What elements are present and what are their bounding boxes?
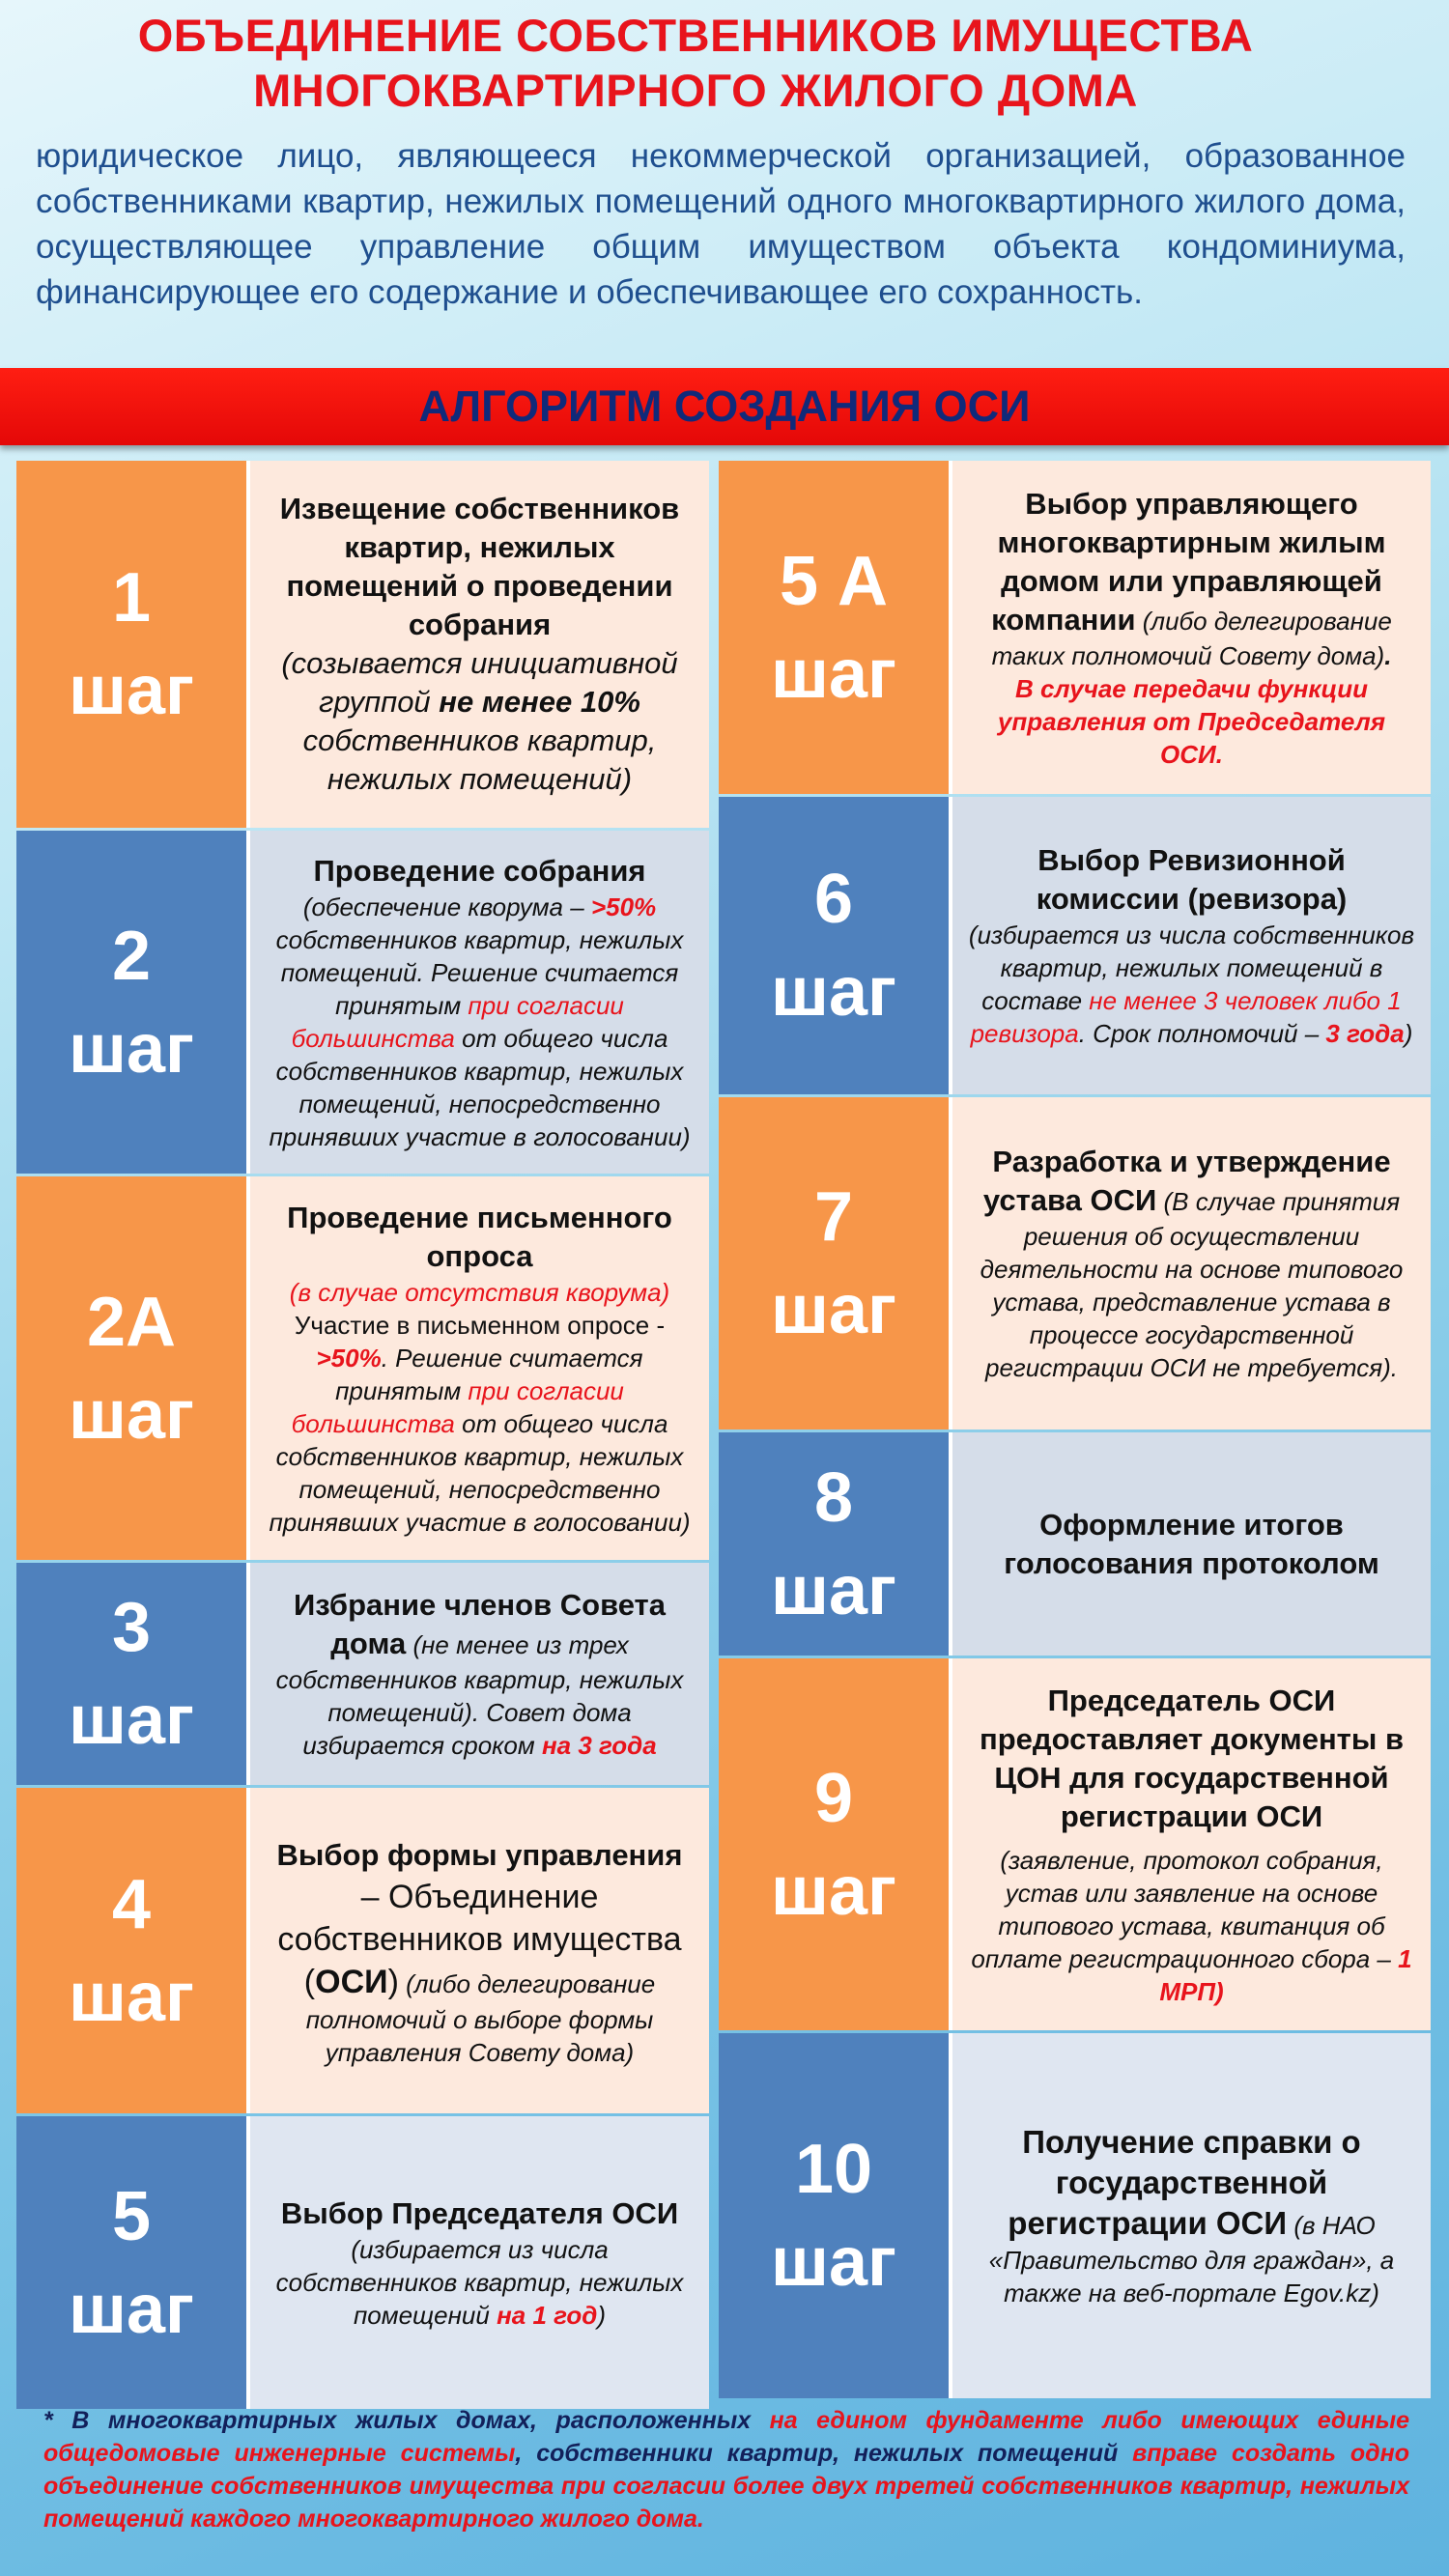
step-2a-title: Проведение письменного опроса <box>287 1200 672 1273</box>
step-word: шаг <box>68 1958 195 2036</box>
step-word: шаг <box>770 635 897 713</box>
step-10-number <box>719 2033 952 2398</box>
step-10-text <box>966 2122 1417 2309</box>
step-2a-content <box>250 1176 709 1560</box>
text-part: 3 года <box>1325 1019 1405 1048</box>
step-10 <box>719 2033 1431 2398</box>
text-part: собственников квартир, нежилых помещений. Решение считается принятым <box>275 924 684 1020</box>
step-4-text <box>264 1833 696 2069</box>
text-part: >50% <box>316 1343 382 1373</box>
step-7-content <box>952 1097 1431 1430</box>
text-part: (не менее из трех собственников квартир, нежилых помещений). Совет дома избирается сроком <box>275 1630 684 1760</box>
step-2-text <box>264 891 696 1153</box>
text-part: ) <box>1404 1019 1413 1048</box>
step-number: 3 <box>111 1589 152 1666</box>
title-line-2: МНОГОКВАРТИРНОГО ЖИЛОГО ДОМА <box>253 65 1138 116</box>
step-5a-text <box>966 485 1417 672</box>
step-4 <box>16 1788 709 2113</box>
step-3 <box>16 1563 709 1785</box>
text-part: при согласии большинства <box>291 1375 624 1438</box>
step-number: 8 <box>813 1458 854 1537</box>
step-word: шаг <box>68 652 195 729</box>
step-number: 2 <box>111 917 152 995</box>
step-9-content <box>952 1658 1431 2030</box>
step-5a-title: Выбор управляющего многоквартирным жилым домом или управляющей компании <box>991 486 1386 637</box>
algorithm-banner: АЛГОРИТМ СОЗДАНИЯ ОСИ <box>0 368 1449 445</box>
text-part: . Решение считается принятым <box>335 1343 643 1405</box>
text-part: * В многоквартирных жилых домах, расположенных <box>43 2407 770 2434</box>
step-9-text <box>966 1844 1417 2008</box>
step-5a-note: В случае передачи функции управления от Председателя ОСИ. <box>997 673 1386 769</box>
text-part: собственников квартир, нежилых помещений) <box>302 723 657 796</box>
text-part: (избирается из числа собственников квартир, нежилых помещений в составе <box>968 920 1415 1015</box>
text-part: не менее 3 человек либо 1 ревизора <box>970 986 1402 1048</box>
footnote <box>43 2404 1409 2535</box>
step-5a-content <box>952 461 1431 794</box>
step-8-number <box>719 1432 952 1656</box>
step-number: 10 <box>794 2131 873 2208</box>
text-part: >50% <box>590 892 657 921</box>
text-part: 1 МРП) <box>1159 1943 1412 2006</box>
text-part: , собственники квартир, нежилых помещений <box>515 2440 1133 2467</box>
step-6-title: Выбор Ревизионной комиссии (ревизора) <box>1036 843 1348 916</box>
text-part: . <box>1384 640 1392 670</box>
step-9-number <box>719 1658 952 2030</box>
step-number: 4 <box>111 1865 152 1943</box>
step-1-number <box>16 461 250 828</box>
step-2a-text <box>264 1309 696 1539</box>
step-5 <box>16 2116 709 2409</box>
step-number: 1 <box>111 559 152 637</box>
text-part: при согласии большинства <box>291 990 624 1053</box>
step-word: шаг <box>68 2270 195 2348</box>
step-5-text <box>264 2194 696 2332</box>
step-word: шаг <box>770 1271 897 1348</box>
text-part: – Объединение собственников имущества ( <box>277 1878 682 2000</box>
step-5-title: Выбор Председателя ОСИ <box>280 2195 679 2230</box>
step-5a-number <box>719 461 952 794</box>
step-7-text <box>966 1143 1417 1384</box>
step-1-content <box>250 461 709 828</box>
step-5a <box>719 461 1431 794</box>
step-7 <box>719 1097 1431 1430</box>
step-8-content <box>952 1432 1431 1656</box>
step-10-content <box>952 2033 1431 2398</box>
step-7-title: Разработка и утверждение устава ОСИ <box>982 1145 1391 1217</box>
step-2-title: Проведение собрания <box>313 853 646 888</box>
text-part: ОСИ <box>315 1963 388 2000</box>
step-1-text <box>264 644 696 799</box>
text-part: на 1 год <box>497 2300 598 2330</box>
step-5-content <box>250 2116 709 2409</box>
step-2-content <box>250 831 709 1174</box>
text-part: вправе создать одно объединение собственников имущества при согласии более двух третей собственников квартир, нежилых помещений каждого многоквартирного жилого дома. <box>43 2440 1409 2533</box>
step-number: 9 <box>813 1759 854 1837</box>
step-2-number <box>16 831 250 1174</box>
step-2a <box>16 1176 709 1560</box>
step-4-title: Выбор формы управления <box>276 1837 683 1872</box>
step-3-text <box>264 1586 696 1762</box>
step-8 <box>719 1432 1431 1656</box>
step-number: 2А <box>86 1283 177 1361</box>
step-3-content <box>250 1563 709 1785</box>
step-4-number <box>16 1788 250 2113</box>
step-6-number <box>719 797 952 1094</box>
step-number: 6 <box>813 861 854 938</box>
step-3-title: Избрание членов Совета дома <box>294 1588 666 1660</box>
step-10-title: Получение справки о государственной регистрации ОСИ <box>1008 2124 1361 2241</box>
step-7-number <box>719 1097 952 1430</box>
step-5-number <box>16 2116 250 2409</box>
intro-text: юридическое лицо, являющееся некоммерческой организацией, образованное собственниками квартир, нежилых помещений одного многоквартирного жилого дома, осуществляющее управление общим имуществом объекта кондоминиума, финансирующее его содержание и обеспечивающее его сохранность. <box>36 137 1406 311</box>
step-word: шаг <box>68 1682 195 1759</box>
step-word: шаг <box>770 2223 897 2301</box>
text-part: (созывается инициативной группой <box>281 646 678 719</box>
text-part: на едином фундаменте либо имеющих единые общедомовые инженерные системы <box>43 2407 1410 2467</box>
step-6-text <box>966 919 1417 1050</box>
text-part: (в НАО «Правительство для граждан», а также на веб-портале Egov.kz) <box>988 2211 1395 2307</box>
step-word: шаг <box>770 1551 897 1629</box>
text-part: . Срок полномочий – <box>1078 1019 1326 1048</box>
step-word: шаг <box>770 1852 897 1930</box>
step-8-title: Оформление итогов голосования протоколом <box>1004 1507 1379 1580</box>
text-part: не менее 10% <box>439 685 640 719</box>
step-9 <box>719 1658 1431 2030</box>
step-word: шаг <box>68 1375 195 1454</box>
step-number: 5 А <box>779 542 889 620</box>
step-2a-number <box>16 1176 250 1560</box>
step-2 <box>16 831 709 1174</box>
title-line-1: ОБЪЕДИНЕНИЕ СОБСТВЕННИКОВ ИМУЩЕСТВА <box>137 10 1254 61</box>
step-2a-condition: (в случае отсутствия кворума) <box>289 1277 670 1307</box>
text-part: ) <box>597 2300 607 2330</box>
step-number: 5 <box>111 2177 152 2255</box>
step-word: шаг <box>68 1009 195 1088</box>
text-part: (либо делегирование таких полномочий Совету дома) <box>991 606 1392 670</box>
text-part: (избирается из числа собственников квартир, нежилых помещений <box>275 2234 684 2330</box>
step-9-title: Председатель ОСИ предоставляет документы в ЦОН для государственной регистрации ОСИ <box>979 1683 1404 1833</box>
step-6 <box>719 797 1431 1094</box>
text-part: (либо делегирование полномочий о выборе формы управления Совету дома) <box>305 1968 656 2067</box>
text-part: (обеспечение кворума – <box>302 892 591 921</box>
text-part: ) <box>387 1963 399 2000</box>
text-part: (В случае принятия решения об осуществлении деятельности на основе типового устава, представление устава в процессе государственной регистрации ОСИ не требуется). <box>980 1187 1404 1382</box>
text-part: от общего числа собственников квартир, нежилых помещений, непосредственно принявших участие в голосовании) <box>269 1023 691 1151</box>
text-part: на 3 года <box>541 1731 657 1760</box>
text-part: Участие в письменном опросе - <box>294 1310 666 1340</box>
text-part: от общего числа собственников квартир, нежилых помещений, непосредственно принявших участие в голосовании) <box>269 1408 691 1537</box>
text-part: (заявление, протокол собрания, устав или заявление на основе типового устава, квитанция об оплате регистрационного сбора – <box>971 1845 1399 1973</box>
step-word: шаг <box>770 953 897 1031</box>
step-4-content <box>250 1788 709 2113</box>
step-1-title: Извещение собственников квартир, нежилых помещений о проведении собрания <box>279 492 680 641</box>
step-6-content <box>952 797 1431 1094</box>
step-number: 7 <box>813 1178 854 1256</box>
page-title <box>0 8 1391 118</box>
step-1 <box>16 461 709 828</box>
step-3-number <box>16 1563 250 1785</box>
